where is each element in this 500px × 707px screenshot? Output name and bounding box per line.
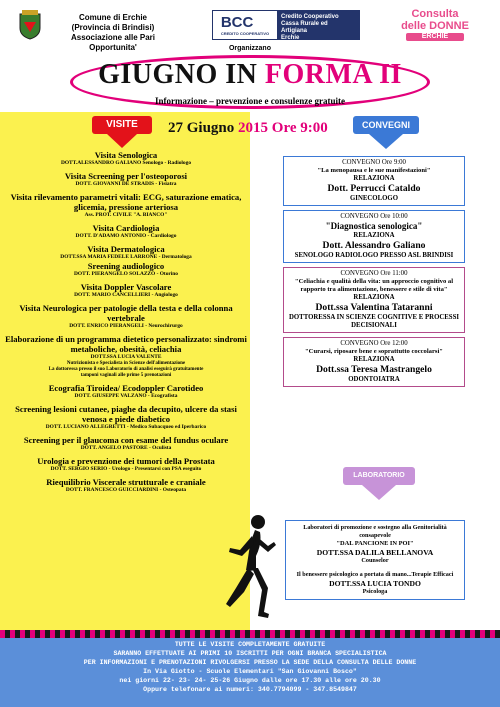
footer-line: PER INFORMAZIONI E PRENOTAZIONI RIVOLGERSI PRESSO LA SEDE DELLA CONSULTA DELLE DONNE — [83, 659, 417, 666]
visita-title: Urologia e prevenzione dei tumori della Prostata — [37, 456, 215, 466]
visita-doctor: DOTT. GIUSEPPE VALZANO - Ecografista — [74, 393, 178, 399]
date-part2: 2015 Ore 9:00 — [238, 120, 328, 136]
visita-title: Visita Cardiologia — [92, 223, 160, 233]
convegno-role: SENOLOGO RADIOLOGO PRESSO ASL BRINDISI — [294, 252, 454, 259]
checker-divider — [0, 630, 500, 638]
comune-line: Associazione alle Pari Opportunita' — [70, 33, 156, 52]
visita-item — [4, 383, 248, 400]
bcc-text — [277, 11, 359, 39]
laboratorio-badge: LABORATORIO — [343, 467, 415, 485]
footer-line: Oppure telefonare ai numeri: 340.7794099 - 347.8549847 — [143, 686, 357, 693]
footer-line: In Via Giotto - Scuole Elementari "San Giovanni Bosco" — [143, 668, 357, 675]
visita-doctor: DOTT. SERGIO SERIO - Urologo - Presentarsi con PSA eseguito — [50, 466, 202, 472]
visita-title: Ecografia Tiroidea/ Ecodoppler Carotideo — [48, 383, 204, 393]
convegni-arrow-icon — [369, 134, 403, 149]
convegni-badge: CONVEGNI — [353, 116, 419, 134]
title-part1: GIUGNO IN — [98, 59, 265, 90]
organizzano: Organizzano — [228, 45, 271, 52]
visita-doctor: DOTT. ANGELO PASTORE - Oculista — [80, 445, 172, 451]
convegno-time: CONVEGNO Ore 10:00 — [340, 213, 408, 220]
convegno-relaziona: RELAZIONA — [353, 175, 395, 182]
convegni-list — [283, 156, 465, 391]
comune-line: (Provincia di Brindisi) — [71, 23, 155, 32]
visita-item — [4, 456, 248, 473]
convegno-card — [283, 337, 465, 387]
visita-title: Visita Screening per l'osteoporosi — [64, 171, 188, 181]
convegno-speaker: Dott.ssa Teresa Mastrangelo — [316, 364, 432, 375]
convegno-speaker: Dott.ssa Valentina Tataranni — [315, 302, 433, 313]
comune-line: Comune di Erchie — [78, 13, 147, 22]
visita-note: Nutrizionista e Specialista in Scienze dell'alimentazione — [66, 361, 186, 366]
convegno-card — [283, 267, 465, 333]
convegno-role: GINECOLOGO — [350, 195, 398, 202]
visita-item — [4, 282, 248, 299]
visita-title: Visita Senologica — [94, 150, 158, 160]
convegno-relaziona: RELAZIONA — [353, 294, 395, 301]
visita-item — [4, 334, 248, 379]
visita-doctor: DOTT. PIERANGELO SOLAZZO - Otorino — [74, 271, 178, 277]
convegno-time: CONVEGNO Ore 9:00 — [342, 159, 406, 166]
visita-item — [4, 223, 248, 240]
visita-title: Elaborazione di un programma dietetico personalizzato: sindromi metaboliche, obesità, celiachia — [5, 334, 247, 354]
laboratorio-speaker2: DOTT.SSA LUCIA TONDO — [329, 579, 421, 588]
footer-line: SARANNO EFFETTUATE AI PRIMI 10 ISCRITTI PER OGNI BRANCA SPECIALISTICA — [113, 650, 387, 657]
visita-title: Visita Dermatologica — [87, 244, 165, 254]
convegno-time: CONVEGNO Ore 12:00 — [340, 340, 408, 347]
consulta-line3: ERCHIE — [406, 33, 464, 41]
convegno-time: CONVEGNO Ore 11:00 — [340, 270, 408, 277]
visita-doctor: DOTT. MARIO CANCELLIERI - Angiologo — [74, 292, 178, 298]
visita-note: La dottoressa presso il suo Laboratorio di analisi eseguirà gratuitamente — [48, 367, 204, 372]
visita-doctor: DOTT.SSA LUCIA VALENTE — [90, 354, 162, 360]
date-part1: 27 Giugno — [168, 120, 239, 136]
laboratorio-text2: Il benessere psicologico a portata di mano...Terapie Efficaci — [296, 571, 454, 578]
visita-doctor: DOTT. FRANCESCO GUICCIARDINI - Osteopata — [65, 487, 187, 493]
bcc-line: Cassa Rurale ed Artigiana — [281, 21, 328, 34]
consulta-line2: delle DONNE — [401, 20, 469, 32]
convegno-topic: "Celiachia e qualità della vita: un approccio cognitivo al rapporto tra alimentazione, benessere e stile di vita" — [294, 278, 454, 293]
footer-line: TUTTE LE VISITE COMPLETAMENTE GRATUITE — [174, 641, 326, 648]
visita-title: Sreening audiologico — [87, 261, 165, 271]
crest-icon — [18, 10, 42, 40]
visita-doctor: DOTT.SSA MARIA FEDELE LARRONE - Dermatologa — [60, 254, 192, 260]
header — [0, 0, 500, 112]
visita-item — [4, 150, 248, 167]
visita-title: Riequilibrio Viscerale strutturale e craniale — [46, 477, 206, 487]
laboratorio-role: Counselor — [361, 557, 389, 564]
convegno-topic: "Curarsi, riposare bene e soprattutto coccolarsi" — [305, 348, 443, 355]
laboratorio-text: Laboratori di promozione e sostegno alla Genitorialità consapevole — [303, 524, 447, 539]
visita-item — [4, 171, 248, 188]
visita-item — [4, 261, 248, 278]
visita-item — [4, 244, 248, 261]
laboratorio-role2: Psicologa — [362, 588, 388, 595]
convegno-speaker: Dott. Alessandro Galiano — [322, 240, 426, 251]
footer-line: nei giorni 22- 23- 24- 25-26 Giugno dalle ore 17.30 alle ore 20.30 — [119, 677, 381, 684]
visita-doctor: Ass. PROT. CIVILE "A. BIANCO" — [84, 212, 168, 218]
visita-title: Visita Doppler Vascolare — [80, 282, 172, 292]
visite-list — [4, 150, 248, 498]
subtitle: Informazione – prevenzione e consulenze gratuite — [154, 96, 346, 106]
convegno-role: ODONTOIATRA — [348, 376, 400, 383]
visita-item — [4, 192, 248, 219]
convegno-card — [283, 210, 465, 263]
visite-arrow-icon — [107, 134, 137, 148]
bcc-logo-sub: CREDITO COOPERATIVO — [220, 31, 270, 36]
bcc-line: Erchie — [281, 35, 300, 41]
convegno-relaziona: RELAZIONA — [353, 232, 395, 239]
title-part2: FORMA II — [264, 59, 402, 90]
laboratorio-title: "DAL PANCIONE IN POI" — [336, 540, 414, 547]
convegno-relaziona: RELAZIONA — [353, 356, 395, 363]
page-title — [0, 60, 500, 90]
visita-doctor: DOTT. GIOVANNI DE STRADIS - Fisiatra — [75, 181, 177, 187]
visita-item — [4, 477, 248, 494]
laboratorio-arrow-icon — [362, 485, 396, 500]
visita-doctor: DOTT. D'ADAMO ANTONIO - Cardiologo — [75, 233, 177, 239]
convegno-topic: "Diagnostica senologica" — [325, 221, 423, 231]
laboratorio-speaker: DOTT.SSA DALILA BELLANOVA — [316, 548, 434, 557]
visita-note: tamponi vaginali alle prime 5 prenotazioni — [80, 373, 172, 378]
visita-item — [4, 404, 248, 431]
convegno-card — [283, 156, 465, 206]
visita-title: Screening per il glaucoma con esame del fundus oculare — [23, 435, 229, 445]
visita-item — [4, 435, 248, 452]
bcc-logo-text: BCC — [220, 14, 254, 31]
visita-doctor: DOTT. LUCIANO ALLEGRETTI - Medico Subacqueo ed Iperbarico — [45, 424, 207, 430]
convegno-role: DOTTORESSA IN SCIENZE COGNITIVE E PROCESSI DECISIONALI — [288, 314, 460, 329]
consulta-logo — [392, 8, 478, 41]
bcc-logo — [212, 10, 360, 40]
convegno-speaker: Dott. Perrucci Cataldo — [327, 183, 421, 194]
visita-item — [4, 303, 248, 330]
visita-title: Visita rilevamento parametri vitali: ECG, saturazione ematica, glicemia, pressione arteriosa — [10, 192, 242, 212]
convegno-topic: "La menopausa e le sue manifestazioni" — [317, 167, 431, 174]
bcc-line: Credito Cooperativo — [281, 14, 339, 20]
runner-icon — [222, 512, 280, 624]
bcc-mark — [213, 11, 277, 39]
visite-badge: VISITE — [92, 116, 152, 134]
visita-title: Screening lesioni cutanee, piaghe da decupito, ulcere da stasi venosa e piede diabetico — [15, 404, 237, 424]
event-date — [168, 120, 328, 137]
visita-title: Visita Neurologica per patologie della testa e della colonna vertebrale — [19, 303, 233, 323]
visita-doctor: DOTT.ALESSANDRO GALIANO Senologo - Radiologo — [60, 160, 192, 166]
visita-doctor: DOTT. ENRICO PIERANGELI - Neurochirurgo — [69, 323, 183, 329]
consulta-line1: Consulta — [411, 8, 459, 20]
laboratorio-card — [285, 520, 465, 600]
footer — [0, 638, 500, 707]
